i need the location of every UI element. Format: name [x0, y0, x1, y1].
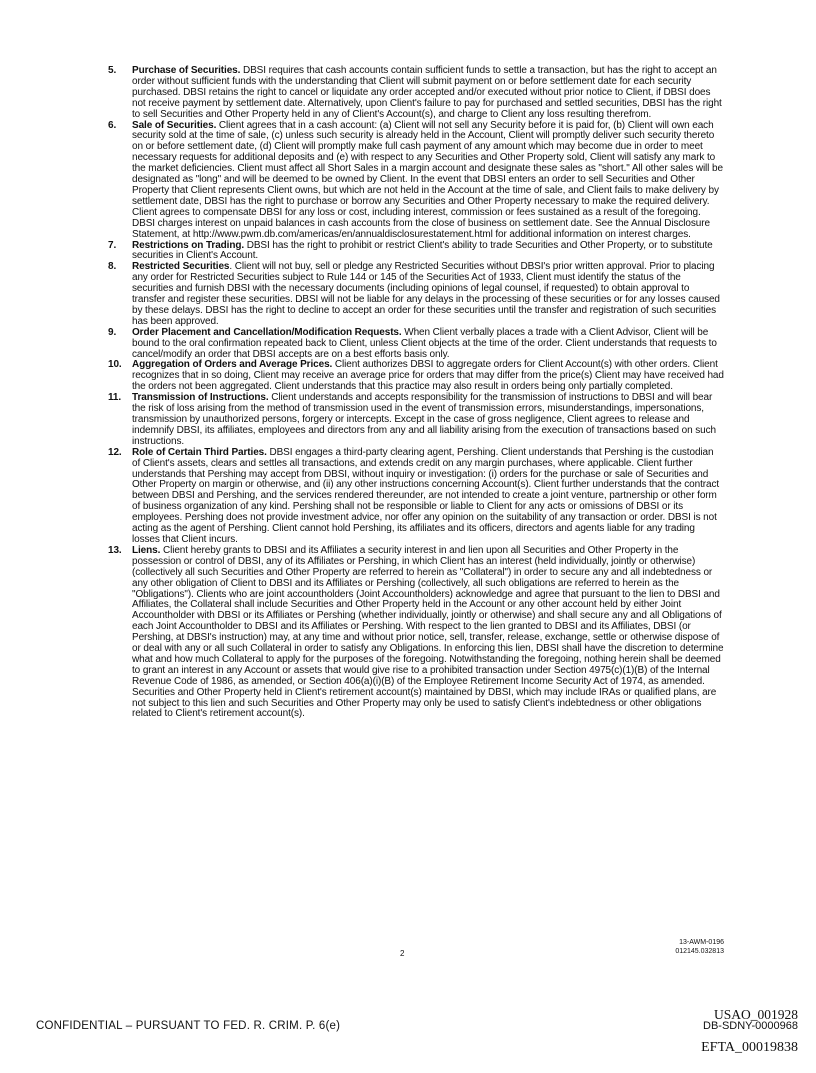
clause — [108, 393, 724, 448]
clause-title: Restricted Securities — [132, 261, 230, 273]
clause — [108, 328, 724, 361]
clause-number: 11. — [108, 392, 122, 404]
clause — [108, 241, 724, 263]
sdny-bates-number: DB-SDNY-0000968 — [703, 1019, 798, 1032]
clause-list — [108, 66, 724, 720]
clause-title: Transmission of Instructions. — [132, 392, 269, 404]
clause-title: Sale of Securities. — [132, 119, 217, 131]
clause-text: DBSI has the right to prohibit or restrict Client's ability to trade Securities and Other Property, or to substitute securities in Client's Account. — [132, 239, 713, 262]
form-code: 13-AWM-0196 — [679, 939, 724, 946]
clause-title: Liens. — [132, 544, 161, 556]
clause-number: 9. — [108, 326, 117, 338]
clause-title: Restrictions on Trading. — [132, 239, 245, 251]
clause-text: When Client verbally places a trade with a Client Advisor, Client will be bound to the oral confirmation repeated back to Client, unless Client objects at the time of the order. Client understands that requests to cancel/modify an order that DBSI accepts are on a best efforts basis only. — [132, 326, 717, 360]
clause-text: Client hereby grants to DBSI and its Affiliates a security interest in and lien upon all Securities and Other Property in the possession or control of DBSI, any of its Affiliates or Pershing, in which Client has an interest (held individually, jointly or otherwise) (collectively all such Securities and Other Property are referred to herein as "Collateral") in order to secure any and all indebtedness or any other obligation of Client to DBSI and its Affiliates or Pershing (collectively, all such obligations are referred to herein as the "Obligations"). Clients who are joint accountholders (Joint Accountholders) acknowledge and agree that pursuant to the lien to DBSI and Affiliates, the Collateral shall include Securities and Other Property held in the Account or any other account held by either Joint Accountholder with DBSI or its Affiliates or Pershing (whether individually, jointly or otherwise) and shall secure any and all Obligations of each Joint Accountholder to DBSI and its Affiliates or Pershing. With respect to the lien granted to DBSI and its Affiliates, DBSI (or Pershing, at DBSI's instruction) may, at any time and without prior notice, sell, transfer, release, exchange, settle or otherwise dispose of or deal with any or all such Collateral in order to satisfy any Obligations. In enforcing this lien, DBSI shall have the discretion to determine what and how much Collateral to apply for the purposes of the foregoing. Notwithstanding the foregoing, nothing herein shall be deemed to grant an interest in any Account or assets that would give rise to a prohibited transaction under Section 4975(c)(1)(B) of the Internal Revenue Code of 1986, as amended, or Section 406(a)(i)(B) of the Employee Retirement Income Security Act of 1974, as amended. Securities and Other Property held in Client's retirement account(s) maintained by DBSI, which may include IRAs or qualified plans, are not subject to this lien and such Securities and Other Property may only be used to satisfy Client's indebtedness or other obligations related to Client's retirement account(s). — [132, 544, 724, 720]
page-number: 2 — [400, 949, 405, 958]
clause-text: DBSI engages a third-party clearing agent, Pershing. Client understands that Pershing is the custodian of Client's assets, clears and settles all transactions, and extends credit on any margin purchases, where applicable. Client further understands that Pershing may accept from DBSI, without inquiry or investigation: (i) orders for the purchase or sale of Securities and Other Property on margin or otherwise, and (ii) any other instructions concerning Account(s). Client further understands that the contract between DBSI and Pershing, and the services rendered thereunder, are not intended to create a joint venture, partnership or other form of business organization of any kind. Pershing shall not be responsible or liable to Client for any acts or omissions of DBSI or its employees. Pershing does not provide investment advice, nor offer any opinion on the suitability of any transaction or order. DBSI is not acting as the agent of Pershing. Client cannot hold Pershing, its affiliates and its officers, directors and agents liable for any trading losses that Client incurs. — [132, 446, 720, 545]
clause-number: 5. — [108, 65, 117, 76]
usao-bates-number: USAO_001928 — [713, 1007, 798, 1022]
clause-number: 10. — [108, 359, 122, 371]
clause — [108, 121, 724, 241]
clause — [108, 448, 724, 546]
clause-number: 8. — [108, 261, 117, 273]
bates-stamps — [701, 1007, 798, 1055]
clause-text: Client authorizes DBSI to aggregate orders for Client Account(s) with other orders. Client recognizes that in so doing, Client may receive an average price for orders that may differ from the price(s) Client may have received had the orders not been aggregated. Client understands that this practice may also result in orders being only partially completed. — [132, 359, 724, 393]
clause — [108, 360, 724, 393]
clause-number: 7. — [108, 239, 117, 251]
clause-text: Client understands and accepts responsibility for the transmission of instructions to DBSI and will bear the risk of loss arising from the method of transmission used in the event of transmission errors, misunderstandings, impersonations, transmission by unauthorized persons, forgery or intercepts. Except in the case of gross negligence, Client agrees to release and indemnify DBSI, its affiliates, employees and directors from any and all liability arising from the execution of transactions based on such instructions. — [132, 392, 716, 447]
form-codes — [675, 939, 724, 956]
clause-title: Aggregation of Orders and Average Prices. — [132, 359, 333, 371]
clause-number: 6. — [108, 119, 117, 131]
efta-number: EFTA_00019838 — [701, 1040, 798, 1055]
clause — [108, 546, 724, 721]
clause-title: Order Placement and Cancellation/Modification Requests. — [132, 326, 402, 338]
confidential-notice: CONFIDENTIAL – PURSUANT TO FED. R. CRIM. P. 6(e) — [36, 1020, 341, 1032]
clause-number: 12. — [108, 446, 122, 458]
clause-text: Client agrees that in a cash account: (a) Client will not sell any Security before it is paid for, (b) Client will own each security sold at the time of sale, (c) unless such security is already held in the Account, Client will promptly deliver such security thereto on or before settlement date, (d) Client will promptly make full cash payment of any amount which may become due in order to meet necessary requests for additional deposits and (e) with respect to any Securities and Other Property sold, Client will satisfy any mark to the market deficiencies. Client must affect all Short Sales in a margin account and designate these sales as "short." All other sales will be designated as "long" and will be deemed to be owned by Client. In the event that DBSI enters an order to sell Securities and Other Property that Client represents Client owns, but which are not held in the Account at the time of sale, and Client fails to make delivery by settlement date, DBSI has the right to purchase or borrow any Securities and Other Property necessary to make the required delivery. Client agrees to compensate DBSI for any loss or cost, including interest, commission or fees sustained as a result of the foregoing. DBSI charges interest on unpaid balances in cash accounts from the close of business on settlement date. See the Annual Disclosure Statement, at http://www.pwm.db.com/americas/en/annualdisclosurestatement.html for additional information on interest charges. — [132, 119, 723, 240]
clause-title: Purchase of Securities. — [132, 65, 241, 76]
clause — [108, 262, 724, 327]
clause-number: 13. — [108, 544, 122, 556]
clause-text: . Client will not buy, sell or pledge any Restricted Securities without DBSI's prior written approval. Prior to placing any order for Restricted Securities subject to Rule 144 or 145 of the Securities Act of 1933, Client must identify the status of the securities and furnish DBSI with the necessary documents (including opinions of legal counsel, if requested) to obtain approval to transfer and register these securities. DBSI will not be liable for any delays in the processing of these securities or for any losses caused by these delays. DBSI has the right to decline to accept an order for these securities until the transfer and registration of such securities has been approved. — [132, 261, 720, 327]
clause-title: Role of Certain Third Parties. — [132, 446, 267, 458]
clause-text: DBSI requires that cash accounts contain sufficient funds to settle a transaction, but has the right to accept an order without sufficient funds with the understanding that Client will submit payment on or before settlement date for each security purchased. DBSI retains the right to cancel or liquidate any order accepted and/or executed without prior notice to Client, if DBSI does not receive payment by settlement date. Alternatively, upon Client's failure to pay for purchased and settled securities, DBSI has the right to sell Securities and Other Property held in any of Client's Account(s), and charge to Client any loss resulting therefrom. — [132, 65, 722, 120]
form-date-code: 012145.032813 — [675, 947, 724, 955]
clause — [108, 66, 724, 121]
